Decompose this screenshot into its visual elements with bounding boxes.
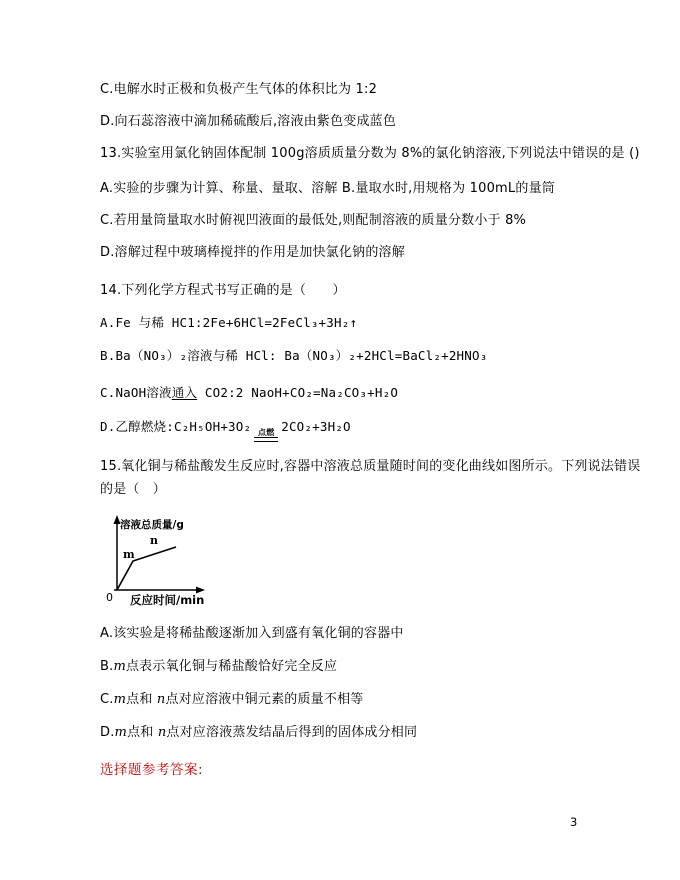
q15-option-c-mid: 点和 [126, 692, 157, 707]
point-m-ref: m [113, 659, 126, 674]
q13-option-c: C.若用量筒量取水时俯视凹液面的最低处,则配制溶液的质量分数小于 8% [100, 213, 527, 228]
ignite-condition-text: 点燃 [258, 428, 275, 437]
q15-option-a: A.该实验是将稀盐酸逐渐加入到盛有氧化铜的容器中 [100, 626, 404, 641]
x-axis-label: 反应时间/min [130, 593, 205, 607]
q13-option-ab: A.实验的步骤为计算、称量、量取、溶解 B.量取水时,用规格为 100mL的量筒 [100, 181, 555, 196]
q15-stem-line1: 15.氧化铜与稀盐酸发生反应时,容器中溶液总质量随时间的变化曲线如图所示。下列说法错误 [100, 459, 641, 474]
point-m-label: m [123, 548, 135, 561]
q15-stem-line2: 的是（ ） [100, 482, 167, 497]
q15-option-b-text: 点表示氧化铜与稀盐酸恰好完全反应 [125, 659, 338, 674]
point-m-ref: m [113, 692, 127, 707]
point-n-ref: n [156, 692, 166, 707]
point-n-label: n [150, 534, 158, 547]
q14-option-a: A.Fe 与稀 HC1:2Fe+6HCl=2FeCl₃+3H₂↑ [100, 315, 358, 330]
q13-option-d: D.溶解过程中玻璃棒搅拌的作用是加快氯化钠的溶解 [100, 245, 405, 260]
origin-label: 0 [106, 591, 113, 604]
q12-option-c: C.电解水时正极和负极产生气体的体积比为 1:2 [100, 82, 378, 97]
q13-stem: 13.实验室用氯化钠固体配制 100g溶质质量分数为 8%的氯化钠溶液,下列说法中错误的是 () [100, 146, 640, 161]
point-n-ref: n [157, 725, 167, 740]
q15-option-c-text: 点对应溶液中铜元素的质量不相等 [165, 692, 364, 707]
q15-option-c-prefix: C. [100, 692, 114, 707]
q15-option-c [100, 692, 363, 708]
q15-figure [103, 512, 263, 614]
q14-option-c [100, 385, 398, 401]
q14-stem: 14.下列化学方程式书写正确的是（ ） [100, 283, 346, 298]
q15-option-b [100, 659, 337, 675]
double-equals-line [254, 437, 278, 442]
q12-option-d: D.向石蕊溶液中滴加稀硫酸后,溶液由紫色变成蓝色 [100, 114, 397, 129]
q14-option-d-prefix: D.乙醇燃烧:C₂H₅OH+3O₂ [100, 419, 252, 434]
q14-option-b: B.Ba（NO₃）₂溶液与稀 HCl: Ba（NO₃）₂+2HCl=BaCl₂+2HNO₃ [100, 348, 488, 363]
q14-option-c-underlined-text: 通入 [171, 385, 198, 400]
q14-option-c-equation: CO2:2 NaoH+CO₂=Na₂CO₃+H₂O [197, 385, 399, 400]
reaction-condition [254, 429, 278, 442]
answers-section-heading: 选择题参考答案: [100, 762, 204, 778]
q15-option-b-prefix: B. [100, 659, 114, 674]
q14-option-d-products: 2CO₂+3H₂O [281, 419, 351, 434]
q14-option-d [100, 419, 351, 442]
q14-option-c-prefix: C.NaOH溶液 [100, 385, 172, 400]
page-number: 3 [570, 815, 578, 829]
point-m-ref: m [114, 725, 128, 740]
q15-option-d [100, 725, 417, 741]
y-axis-label: 溶液总质量/g [120, 519, 184, 531]
q15-option-d-mid: 点和 [127, 725, 158, 740]
q15-option-d-prefix: D. [100, 725, 115, 740]
q15-option-d-text: 点对应溶液蒸发结晶后得到的固体成分相同 [166, 725, 418, 740]
mass-time-line-chart [103, 512, 263, 614]
